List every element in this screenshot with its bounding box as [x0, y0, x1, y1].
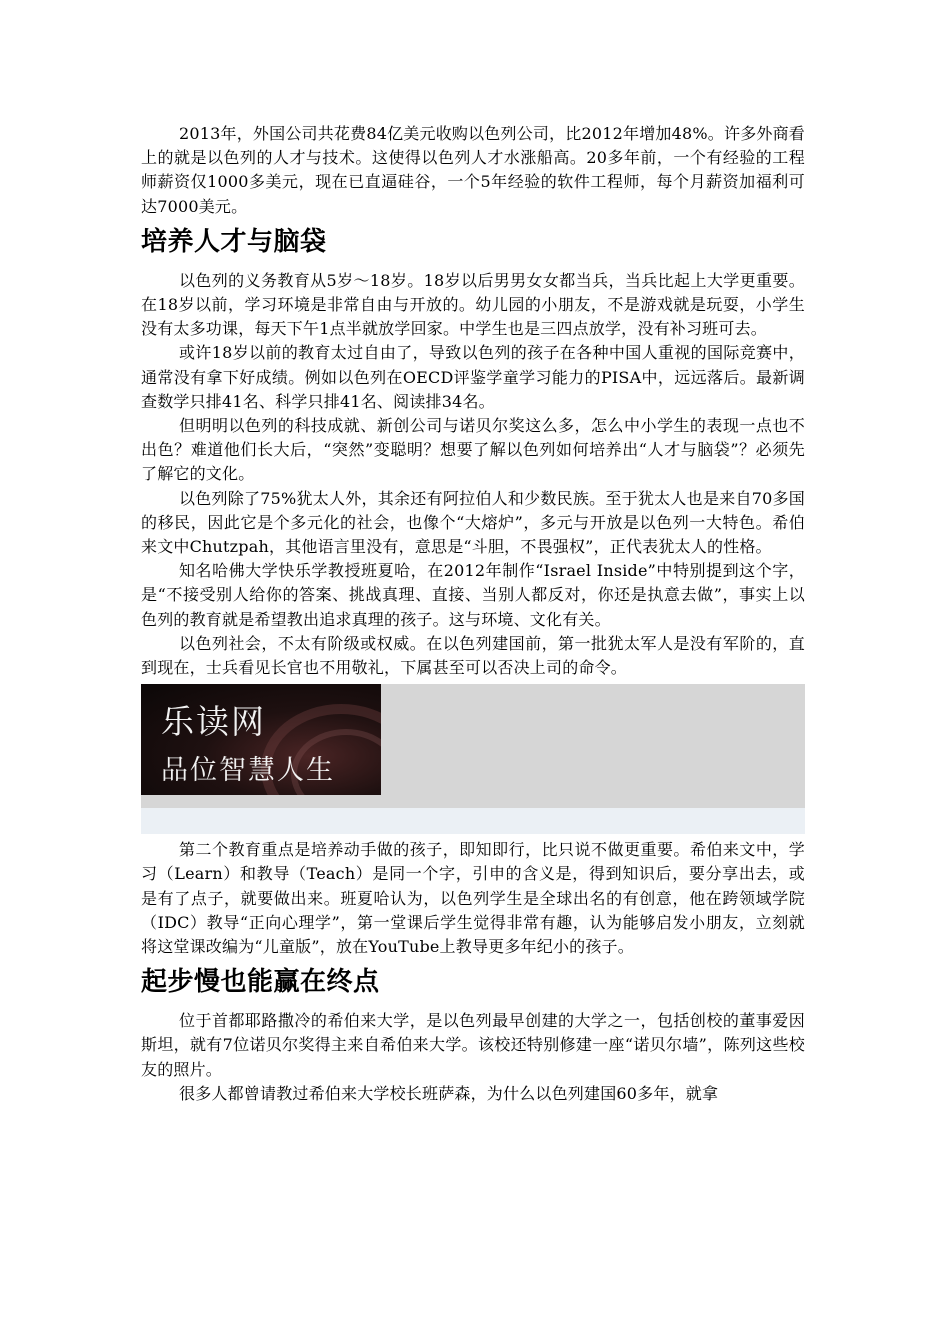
body-paragraph: 很多人都曾请教过希伯来大学校长班萨森，为什么以色列建国60多年，就拿 — [179, 1083, 719, 1103]
section-heading-slow-start: 起步慢也能赢在终点 — [141, 967, 380, 998]
body-paragraph: 位于首都耶路撒冷的希伯来大学，是以色列最早创建的大学之一，包括创校的董事爱因斯坦，就有7位诺贝尔奖得主来自希伯来大学。该校还特别修建一座“诺贝尔墙”，陈列这些校友的照片。 — [141, 1011, 805, 1079]
intro-paragraph: 2013年，外国公司共花费84亿美元收购以色列公司，比2012年增加48%。许多外商看上的就是以色列的人才与技术。这使得以色列人才水涨船高。20多年前，一个有经验的工程师薪资仅1000多美元，现在已直逼硅谷，一个5年经验的软件工程师，每个月薪资加福利可达7000美元。 — [141, 124, 805, 216]
section-heading-talent: 培养人才与脑袋 — [141, 226, 327, 257]
document-body — [141, 122, 805, 1106]
body-paragraph: 但明明以色列的科技成就、新创公司与诺贝尔奖这么多，怎么中小学生的表现一点也不出色？难道他们长大后，“突然”变聪明？想要了解以色列如何培养出“人才与脑袋”？必须先了解它的文化。 — [141, 416, 805, 484]
body-paragraph: 知名哈佛大学快乐学教授班夏哈，在2012年制作“Israel Inside”中特别提到这个字，是“不接受别人给你的答案、挑战真理、直接、当别人都反对，你还是执意去做”，事实上以色列的教育就是希望教出追求真理的孩子。这与环境、文化有关。 — [141, 561, 805, 629]
body-paragraph: 以色列除了75%犹太人外，其余还有阿拉伯人和少数民族。至于犹太人也是来自70多国的移民，因此它是个多元化的社会，也像个“大熔炉”，多元与开放是以色列一大特色。希伯来文中Chutzpah，其他语言里没有，意思是“斗胆，不畏强权”，正代表犹太人的性格。 — [141, 488, 805, 557]
ad-logo[interactable] — [141, 684, 381, 795]
body-paragraph: 以色列社会，不太有阶级或权威。在以色列建国前，第一批犹太军人是没有军阶的，直到现在，士兵看见长官也不用敬礼，下属甚至可以否决上司的命令。 — [141, 633, 805, 678]
ad-slogan: 品位智慧人生 — [161, 755, 335, 787]
ad-title: 乐读网 — [161, 702, 266, 742]
ad-banner[interactable] — [141, 684, 805, 834]
body-paragraph: 或许18岁以前的教育太过自由了，导致以色列的孩子在各种中国人重视的国际竞赛中，通常没有拿下好成绩。例如以色列在OECD评鉴学童学习能力的PISA中，远远落后。最新调查数学只排41名、科学只排41名、阅读排34名。 — [141, 343, 805, 411]
body-paragraph: 以色列的义务教育从5岁～18岁。18岁以后男男女女都当兵，当兵比起上大学更重要。在18岁以前，学习环境是非常自由与开放的。幼儿园的小朋友，不是游戏就是玩耍，小学生没有太多功课，每天下午1点半就放学回家。中学生也是三四点放学，没有补习班可去。 — [141, 270, 805, 339]
body-paragraph: 第二个教育重点是培养动手做的孩子，即知即行，比只说不做更重要。希伯来文中，学习（Learn）和教导（Teach）是同一个字，引申的含义是，得到知识后，要分享出去，或是有了点子，就要做出来。班夏哈认为，以色列学生是全球出名的有创意，他在跨领域学院（IDC）教导“正向心理学”，第一堂课后学生觉得非常有趣，认为能够启发小朋友，立刻就将这堂课改编为“儿童版”，放在YouTube上教导更多年纪小的孩子。 — [141, 840, 805, 957]
